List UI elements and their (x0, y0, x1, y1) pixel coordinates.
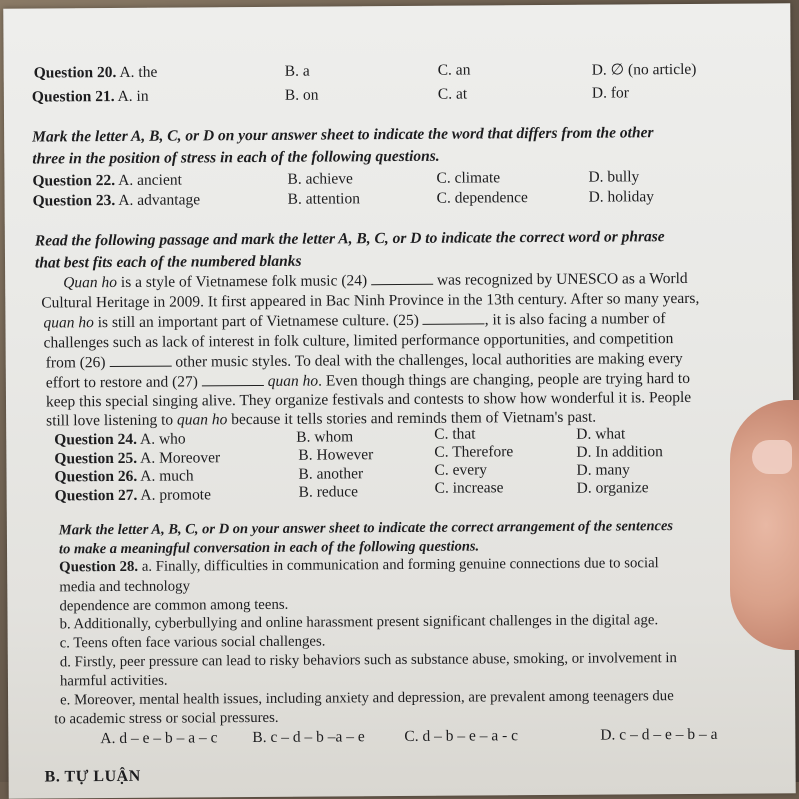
passage-line-7: keep this special singing alive. They organize festivals and contests to show how wonderful it is. People (45, 388, 692, 411)
question-label: Question 28. (59, 558, 139, 576)
question-label: Question 22. (32, 171, 116, 190)
option-d: D. for (591, 84, 629, 102)
option-a: A. d – e – b – a – c (100, 729, 218, 748)
question-label: Question 24. (54, 430, 138, 449)
passage-italic: Quan ho (63, 273, 118, 292)
option-d: D. many (576, 461, 630, 479)
option-d: D. In addition (576, 443, 663, 461)
passage-text: other music styles. To deal with the challenges, local authorities are making every (171, 350, 683, 371)
option-d: D. c – d – e – b – a (600, 725, 718, 744)
passage-text: , it is also facing a number of (484, 310, 666, 329)
option-a: A. advantage (118, 191, 201, 209)
option-d: D. organize (576, 479, 649, 497)
sentence-a: a. Finally, difficulties in communication and forming genuine connections due to social (138, 555, 659, 575)
blank-27 (202, 373, 264, 386)
option-c: C. at (437, 85, 468, 103)
question-label: Question 27. (54, 486, 138, 505)
passage-italic: quan ho (176, 411, 228, 429)
passage-line-4: challenges such as lack of interest in folk culture, limited performance opportunities, and competition (43, 330, 674, 352)
passage-line-3 (43, 310, 665, 332)
option-d: D. what (576, 425, 626, 443)
option-b: B. However (298, 446, 374, 464)
section-b-heading: B. TỰ LUẬN (44, 767, 141, 786)
sentence-b: b. Additionally, cyberbullying and online harassment present significant challenges in the digital age. (59, 612, 659, 633)
instruction-passage-line1: Read the following passage and mark the letter A, B, C, or D to indicate the correct word or phrase (34, 228, 665, 250)
instruction-arrangement-line2: to make a meaningful conversation in each of the following questions. (58, 538, 480, 558)
instruction-stress-line2: three in the position of stress in each of the following questions. (32, 147, 440, 168)
option-c: C. increase (434, 479, 504, 497)
sentence-d: d. Firstly, peer pressure can lead to risky behaviors such as substance abuse, smoking, or involvement in (59, 650, 677, 671)
option-a: A. much (140, 467, 194, 485)
option-c: C. an (437, 61, 471, 79)
option-a: A. in (117, 87, 149, 105)
passage-italic: quan ho (267, 372, 319, 390)
option-b: B. whom (296, 428, 354, 446)
option-b: B. on (284, 86, 319, 104)
question-23 (33, 191, 201, 210)
blank-24 (371, 272, 433, 285)
option-a: A. the (119, 63, 158, 81)
hand-thumb (730, 400, 799, 650)
option-c: C. that (434, 425, 476, 443)
option-a: A. Moreover (140, 449, 221, 467)
question-20 (34, 64, 158, 83)
option-b: B. attention (287, 190, 360, 208)
sentence-a-cont: media and technology (59, 578, 191, 596)
option-b: B. another (298, 465, 364, 483)
option-b: B. achieve (287, 170, 353, 188)
question-label: Question 25. (54, 449, 138, 468)
instruction-arrangement-line1: Mark the letter A, B, C, or D on your answer sheet to indicate the correct arrangement of the sentences (58, 518, 674, 539)
option-d: D. holiday (588, 188, 655, 206)
instruction-passage-line2: that best fits each of the numbered blanks (34, 252, 302, 272)
option-c: C. every (434, 461, 488, 479)
passage-line-8 (46, 409, 596, 431)
thumb-nail (752, 440, 792, 474)
question-label: Question 20. (33, 63, 117, 82)
passage-line-2: Cultural Heritage in 2009. It first appeared in Bac Ninh Province in the 13th century. After so many years, (41, 289, 700, 312)
question-25 (54, 449, 220, 468)
option-d: D. bully (588, 168, 640, 186)
passage-line-1 (63, 270, 688, 292)
passage-text: was recognized by UNESCO as a World (432, 269, 688, 289)
sentence-a-cont: dependence are common among teens. (59, 596, 289, 615)
sentence-c: c. Teens often face various social challenges. (59, 633, 326, 652)
passage-text: from (26) (45, 354, 110, 372)
sentence-e: e. Moreover, mental health issues, including anxiety and depression, are prevalent among teenagers due (60, 688, 674, 709)
question-21 (32, 88, 149, 107)
option-b: B. c – d – b –a – e (252, 728, 365, 747)
option-c: C. dependence (436, 189, 528, 207)
instruction-stress-line1: Mark the letter A, B, C, or D on your answer sheet to indicate the word that differs from the other (32, 124, 654, 146)
option-d: D. ∅ (no article) (591, 60, 697, 79)
option-c: C. Therefore (434, 443, 514, 461)
exam-sheet (3, 3, 795, 798)
question-22 (32, 172, 182, 191)
option-a: A. ancient (118, 171, 182, 189)
passage-text: still love listening to (46, 411, 178, 430)
passage-text: effort to restore and (27) (45, 373, 202, 392)
option-a: A. promote (140, 486, 212, 504)
passage-text: is a style of Vietnamese folk music (24) (116, 272, 372, 291)
sentence-d-cont: harmful activities. (59, 672, 168, 690)
question-24 (54, 430, 185, 449)
passage-text: is still an important part of Vietnamese culture. (25) (93, 311, 423, 332)
sentence-e-cont: to academic stress or social pressures. (54, 709, 279, 728)
option-c: C. climate (436, 169, 501, 187)
option-b: B. reduce (298, 483, 359, 501)
option-c: C. d – b – e – a - c (404, 727, 519, 745)
passage-line-5 (46, 350, 683, 372)
question-label: Question 23. (32, 191, 116, 210)
blank-26 (109, 354, 171, 367)
option-a: A. who (139, 430, 186, 448)
passage-text: because it tells stories and reminds them of Vietnam's past. (227, 408, 597, 429)
question-27 (55, 486, 211, 505)
passage-text: . Even though things are changing, people are trying hard to (318, 369, 691, 390)
blank-25 (423, 311, 485, 324)
question-26 (54, 467, 193, 486)
question-label: Question 21. (31, 87, 115, 106)
question-label: Question 26. (54, 467, 138, 486)
passage-italic: quan ho (43, 314, 94, 332)
option-b: B. a (284, 62, 310, 80)
question-28 (59, 555, 659, 576)
